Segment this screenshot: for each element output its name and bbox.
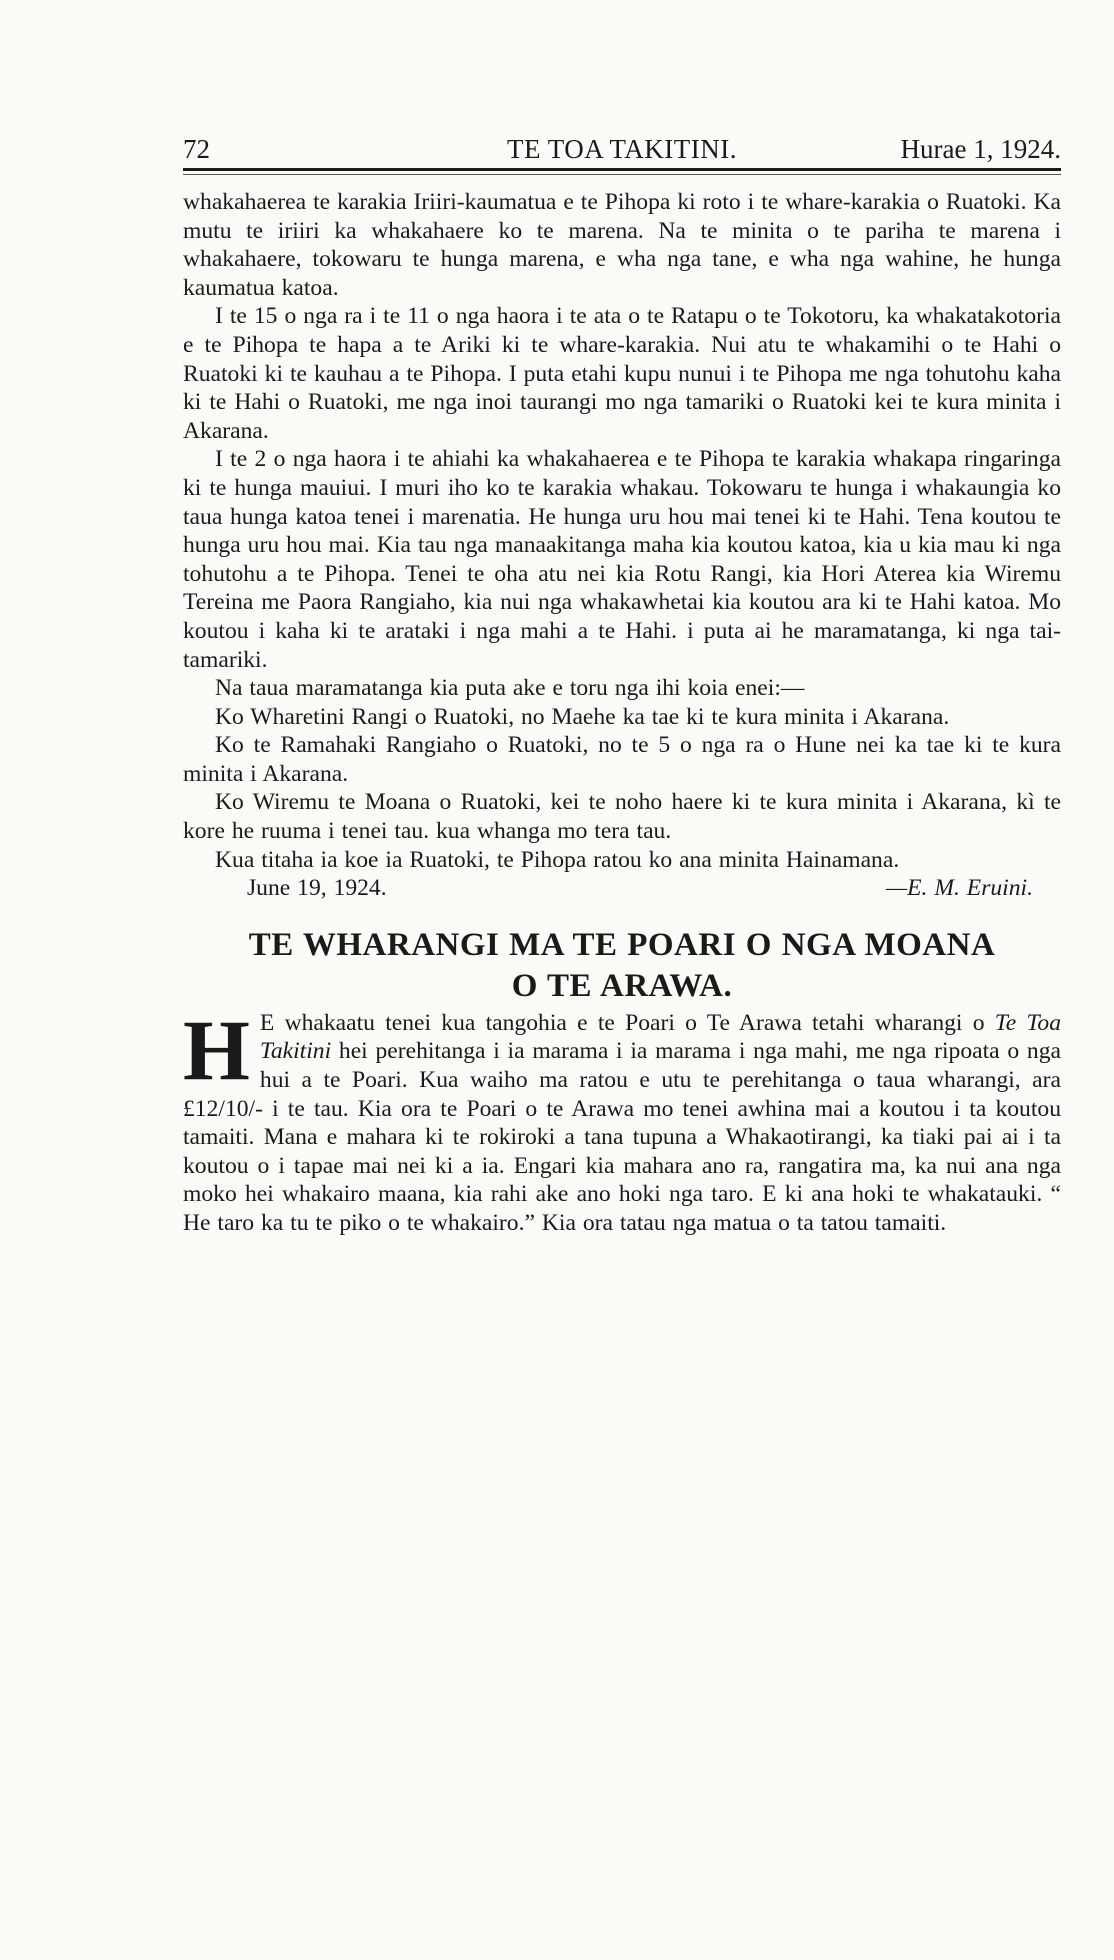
article-arawa-board [183,925,1061,1238]
lead-text-start: E whakaatu tenei kua tangohia e te Poari o Te Arawa tetahi wharangi o [259,1009,995,1036]
journal-title: TE TOA TAKITINI. [506,134,738,164]
paragraph-wiremu: Ko Wiremu te Moana o Ruatoki, kei te noho haere ki te kura minita i Akarana, kì te kore he ruuma i tenei tau. kua whanga mo tera tau. [183,789,1061,845]
paragraph-titaha: Kua titaha ia koe ia Ruatoki, te Pihopa ratou ko ana minita Hainamana. [215,846,900,873]
drop-cap: H [183,1001,250,1098]
author-signature: —E. M. Eruini. [886,875,1033,902]
header-rule [183,168,1061,171]
issue-date: Hurae 1, 1924. [900,134,1061,164]
article-signoff [183,874,1061,903]
dateline: June 19, 1924. [247,875,387,902]
paragraph-continued: whakahaerea te karakia Iriiri-kaumatua e te Pihopa ki roto i te whare-karakia o Ruatoki. Ka mutu te iriiri ka whakahaere ko te marena. Na te minita o te pariha te marena i whakahaere, tokowaru te hunga marena, e wha nga tane, e wha nga wahine, he hunga kaumatua katoa. [183,189,1061,301]
running-head [183,130,1061,166]
article-ruatoki [183,188,1061,903]
header-rule-thin [183,174,1061,175]
text-column [183,188,1061,1238]
paragraph-trinity-sunday: I te 15 o nga ra i te 11 o nga haora i te ata o te Ratapu o te Tokotoru, ka whakatakotoria e te Pihopa te hapa a te Ariki ki te whare-karakia. Nui atu te whakamihi o te Hahi o Ruatoki ki te kauhau a te Pihopa. I puta etahi kupu nunui i te Pihopa me nga tohutohu kaha ki te Hahi o Ruatoki, me nga inoi taurangi mo nga tamariki o Ruatoki kei te kura minita i Akarana. [183,303,1061,444]
section-title-line-2: O TE ARAWA. [511,967,733,1004]
paragraph-ramahaki: Ko te Ramahaki Rangiaho o Ruatoki, no te 5 o nga ra o Hune nei ka tae ki te kura minita i Akarana. [183,732,1061,787]
lead-paragraph [183,1001,1062,1238]
paragraph-afternoon-service: I te 2 o nga haora i te ahiahi ka whakahaerea e te Pihopa te karakia whakapa ringaringa ki te hunga mauiui. I muri iho ko te karakia whakau. Tokowaru te hunga i whakaungia ko taua hunga katoa tenei i marenatia. He hunga uru hou mai tenei ki te Hahi. Tena koutou te hunga uru hou mai. Kia tau nga manaakitanga maha kia koutou katoa, kia u kia mau ki nga tohutohu a te Pihopa. Tenei te oha atu nei kia Rotu Rangi, kia Hori Aterea kia Wiremu Tereina me Paora Rangiaho, kia nui nga whakawhetai kia koutou ara ki te Hahi katoa. Mo koutou i kaha ki te arataki i nga mahi a te Hahi. i puta ai he maramatanga, ki nga tai-tamariki. [183,446,1061,673]
publication-name: Te Toa Takitini [259,1009,1062,1065]
page-number: 72 [183,134,210,164]
section-title-line-1: TE WHARANGI MA TE POARI O NGA MOANA [248,926,996,963]
section-title [183,925,1061,1007]
lead-text-rest: hei perehitanga i ia marama i ia marama i nga mahi, me nga ripoata o nga hui a te Poari. Kua waiho ma ratou e utu te perehitanga o taua wharangi, ara £12/10/- i te tau. Kia ora te Poari o te Arawa mo tenei awhina mai a koutou i ta koutou tamaiti. Mana e mahara ki te rokiroki a tana tupuna a Whakaotirangi, ka tiaki pai ai i ta koutou o i tapae mai nei ki a ia. Engari kia mahara ano ra, rangatira ma, ka nui ana nga moko hei whakairo maana, kia rahi ake ano hoki nga taro. E ki ana hoki te whakatauki. “ He taro ka tu te piko o te whakairo.” Kia ora tatau nga matua o ta tatou tamaiti. [183,1038,1061,1236]
paragraph-wharetini: Ko Wharetini Rangi o Ruatoki, no Maehe ka tae ki te kura minita i Akarana. [215,703,950,730]
paragraph-three-results: Na taua maramatanga kia puta ake e toru nga ihi koia enei:— [215,675,805,702]
